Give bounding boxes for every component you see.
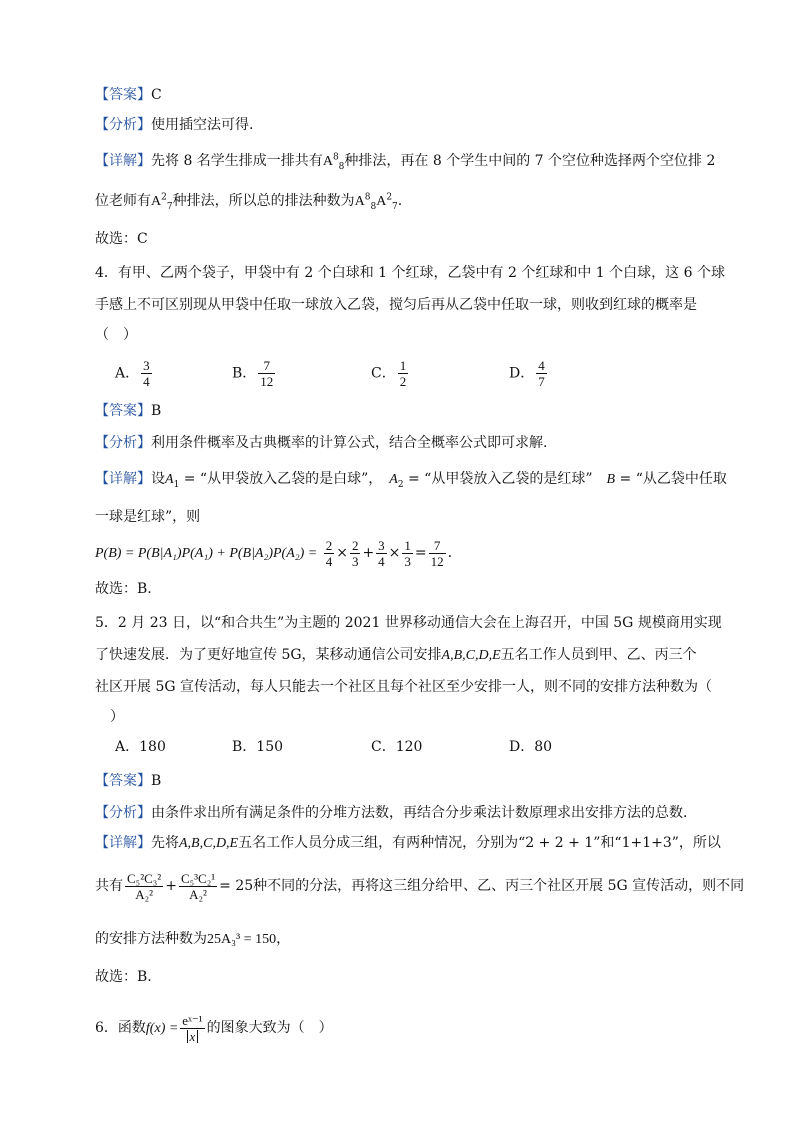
numerator: 2 bbox=[351, 537, 359, 553]
detail-tag: 【详解】 bbox=[95, 835, 151, 851]
q5-option-a bbox=[115, 736, 166, 758]
numerator: 7 bbox=[258, 358, 275, 374]
sub: 8 bbox=[370, 201, 377, 212]
numerator: eˣ⁻¹ bbox=[182, 1012, 203, 1028]
sub: 7 bbox=[392, 201, 398, 212]
people-list: A,B,C,D,E bbox=[179, 836, 239, 851]
fraction bbox=[350, 538, 361, 569]
q5-option-d bbox=[509, 736, 552, 758]
fraction bbox=[429, 538, 446, 569]
denominator: A₂² bbox=[135, 886, 154, 902]
times-sign: × bbox=[388, 545, 401, 561]
denominator: 4 bbox=[325, 553, 333, 569]
sup: 2 bbox=[386, 192, 393, 203]
q4-detail-text: 设 bbox=[151, 471, 165, 487]
q3-detail-line-1 bbox=[95, 150, 715, 173]
option-fraction bbox=[536, 358, 547, 389]
denominator: 3 bbox=[404, 553, 411, 569]
q4-formula bbox=[95, 536, 452, 571]
q6-stem-text: 6．函数 bbox=[95, 1020, 146, 1036]
option-label: A． bbox=[115, 365, 140, 382]
event-a2: A bbox=[389, 472, 398, 487]
q3-answer: C bbox=[151, 87, 162, 103]
fraction bbox=[402, 538, 413, 569]
numerator: 1 bbox=[404, 537, 411, 553]
q4-choice: 故选：B. bbox=[95, 581, 152, 597]
option-value: 150 bbox=[256, 739, 284, 755]
sub: 1 bbox=[173, 479, 180, 490]
analysis-tag: 【分析】 bbox=[95, 805, 151, 821]
numerator: 2 bbox=[325, 537, 333, 553]
q3-analysis: 使用插空法可得. bbox=[151, 117, 254, 133]
plus-sign: + bbox=[165, 878, 177, 894]
q5-detail-text: ， bbox=[276, 931, 291, 947]
denominator: 4 bbox=[143, 374, 150, 389]
q4-option-b bbox=[232, 358, 277, 389]
abs-x: x bbox=[187, 1030, 199, 1043]
answer-tag: 【答案】 bbox=[95, 773, 151, 789]
option-value: 120 bbox=[395, 739, 423, 755]
fraction bbox=[180, 1013, 204, 1044]
q4-stem-3: （ ） bbox=[95, 327, 137, 343]
q4-detail-text: = “从甲袋放入乙袋的是白球”， bbox=[179, 471, 390, 487]
denominator bbox=[180, 1029, 204, 1044]
people-list: A,B,C,D,E bbox=[441, 648, 501, 663]
event-a1: A bbox=[165, 472, 174, 487]
q3-detail-text: 种排法，所以总的排法种数为 bbox=[172, 193, 355, 209]
option-label: D． bbox=[509, 739, 535, 755]
option-fraction bbox=[141, 358, 152, 389]
q4-analysis-line bbox=[95, 432, 547, 454]
numerator: 4 bbox=[538, 358, 545, 373]
q5-detail-text: 共有 bbox=[95, 878, 123, 894]
numerator: 7 bbox=[429, 538, 446, 554]
q4-detail-text: = “从乙袋中任取 bbox=[615, 471, 727, 487]
fraction bbox=[179, 871, 217, 902]
q4-detail-line-1 bbox=[95, 468, 727, 491]
period: . bbox=[447, 545, 453, 561]
option-fraction bbox=[398, 358, 409, 389]
q3-detail-text: 种排法，再在 8 个学生中间的 7 个空位种选择两个空位排 2 bbox=[344, 153, 716, 169]
option-label: A． bbox=[115, 739, 140, 755]
option-value: 80 bbox=[534, 739, 553, 755]
detail-tag: 【详解】 bbox=[95, 471, 151, 487]
q5-stem-1: 5．2 月 23 日，以“和合共生”为主题的 2021 世界移动通信大会在上海召开，中国 5G 规模商用实现 bbox=[95, 615, 722, 631]
q3-detail-text: 先将 8 名学生排成一排共有 bbox=[151, 153, 323, 169]
q5-detail-text: 五名工作人员分成三组，有两种情况，分别为“2 + 2 + 1”和“1+1+3”，所以 bbox=[238, 835, 721, 851]
detail-tag: 【详解】 bbox=[95, 153, 151, 169]
q4-stem-1: 4．有甲、乙两个袋子，甲袋中有 2 个白球和 1 个红球，乙袋中有 2 个红球和中 1 个白球，这 6 个球 bbox=[95, 265, 725, 281]
denominator: 12 bbox=[260, 374, 274, 389]
q3-choice: 故选：C bbox=[95, 231, 148, 247]
sub: 7 bbox=[166, 201, 173, 212]
numerator: 1 bbox=[399, 358, 407, 373]
numerator: C₅³C₂¹ bbox=[180, 870, 216, 886]
arrangement-symbol: A bbox=[151, 194, 162, 209]
denominator: 12 bbox=[430, 553, 444, 569]
q4-answer: B bbox=[151, 403, 162, 419]
q5-detail-text: 先将 bbox=[151, 835, 179, 851]
q4-answer-line bbox=[95, 400, 161, 422]
q5-stem-3: 社区开展 5G 宣传活动，每人只能去一个社区且每个社区至少安排一人，则不同的安排方法种数为（ bbox=[95, 679, 712, 695]
sup: 2 bbox=[161, 192, 167, 203]
equals-sign: = bbox=[414, 545, 427, 561]
q4-analysis: 利用条件概率及古典概率的计算公式，结合全概率公式即可求解. bbox=[151, 435, 548, 451]
answer-tag: 【答案】 bbox=[95, 87, 151, 103]
arrangement-symbol: A bbox=[376, 194, 387, 209]
answer-tag: 【答案】 bbox=[95, 403, 151, 419]
q5-option-b bbox=[232, 736, 283, 758]
plus-sign: + bbox=[362, 545, 375, 561]
event-b: B bbox=[606, 472, 616, 487]
sub: 8 bbox=[338, 161, 345, 172]
denominator: A₂² bbox=[189, 886, 207, 902]
denominator: 7 bbox=[538, 374, 545, 389]
q5-detail-line-3 bbox=[95, 928, 290, 951]
q5-detail-line-1 bbox=[95, 832, 721, 855]
q4-detail-line-2: 一球是红球”，则 bbox=[95, 509, 201, 525]
q4-stem-2: 手感上不可区别现从甲袋中任取一球放入乙袋，搅匀后再从乙袋中任取一球，则收到红球的概率是 bbox=[95, 297, 697, 313]
denominator: 4 bbox=[378, 553, 385, 569]
q5-answer: B bbox=[151, 773, 162, 789]
q5-analysis: 由条件求出所有满足条件的分堆方法数，再结合分步乘法计数原理求出安排方法的总数. bbox=[151, 805, 688, 821]
q3-detail-line-2 bbox=[95, 190, 402, 213]
sub: 2 bbox=[397, 479, 404, 490]
result-formula: 25A₃³ = 150 bbox=[207, 932, 277, 947]
q3-analysis-line bbox=[95, 114, 253, 136]
q3-answer-line bbox=[95, 84, 162, 106]
q4-option-a bbox=[115, 358, 154, 389]
option-label: C． bbox=[371, 365, 396, 382]
function-label: f(x) = bbox=[145, 1021, 179, 1036]
sup: 8 bbox=[332, 152, 339, 163]
q3-detail-text: . bbox=[397, 193, 403, 209]
option-value: 180 bbox=[139, 739, 166, 755]
times-sign: × bbox=[336, 545, 348, 561]
option-fraction bbox=[258, 358, 275, 389]
option-label: B． bbox=[232, 739, 257, 755]
analysis-tag: 【分析】 bbox=[95, 435, 151, 451]
option-label: D． bbox=[509, 365, 535, 382]
numerator: 3 bbox=[143, 358, 150, 373]
arrangement-symbol: A bbox=[322, 154, 333, 169]
arrangement-symbol: A bbox=[354, 194, 365, 209]
fraction bbox=[324, 538, 335, 569]
denominator: 3 bbox=[351, 553, 359, 569]
fraction bbox=[376, 538, 387, 569]
q5-answer-line bbox=[95, 770, 161, 792]
q4-detail-text: = “从甲袋放入乙袋的是红球” bbox=[403, 471, 607, 487]
formula-lhs: P(B) = P(B|A₁)P(A₁) + P(B|A₂)P(A₂) = bbox=[95, 546, 318, 561]
q5-analysis-line bbox=[95, 802, 687, 824]
q5-detail-line-2 bbox=[95, 866, 744, 906]
q5-detail-text: = 25种不同的分法，再将这三组分给甲、乙、丙三个社区开展 5G 宣传活动，则不同 bbox=[219, 878, 745, 894]
numerator: C₅²C₃² bbox=[127, 870, 162, 886]
q4-option-c bbox=[371, 358, 410, 389]
q5-option-c bbox=[371, 736, 422, 758]
q5-choice: 故选：B. bbox=[95, 969, 152, 985]
sup: 8 bbox=[364, 192, 371, 203]
q6-stem bbox=[95, 1010, 333, 1047]
analysis-tag: 【分析】 bbox=[95, 117, 151, 133]
q6-stem-text: 的图象大致为（ ） bbox=[206, 1020, 333, 1036]
q5-stem-4: ） bbox=[110, 709, 124, 725]
option-label: B． bbox=[232, 365, 257, 382]
q4-option-d bbox=[509, 358, 549, 389]
denominator: 2 bbox=[399, 374, 407, 389]
q3-detail-text: 位老师有 bbox=[95, 193, 151, 209]
numerator: 3 bbox=[378, 537, 385, 553]
q5-detail-text: 的安排方法种数为 bbox=[95, 931, 207, 947]
q5-stem-2 bbox=[95, 644, 697, 667]
q5-stem-text: 了快速发展．为了更好地宣传 5G，某移动通信公司安排 bbox=[95, 647, 442, 663]
option-label: C． bbox=[371, 739, 396, 755]
q5-stem-text: 五名工作人员到甲、乙、丙三个 bbox=[500, 647, 697, 663]
fraction bbox=[125, 871, 163, 902]
